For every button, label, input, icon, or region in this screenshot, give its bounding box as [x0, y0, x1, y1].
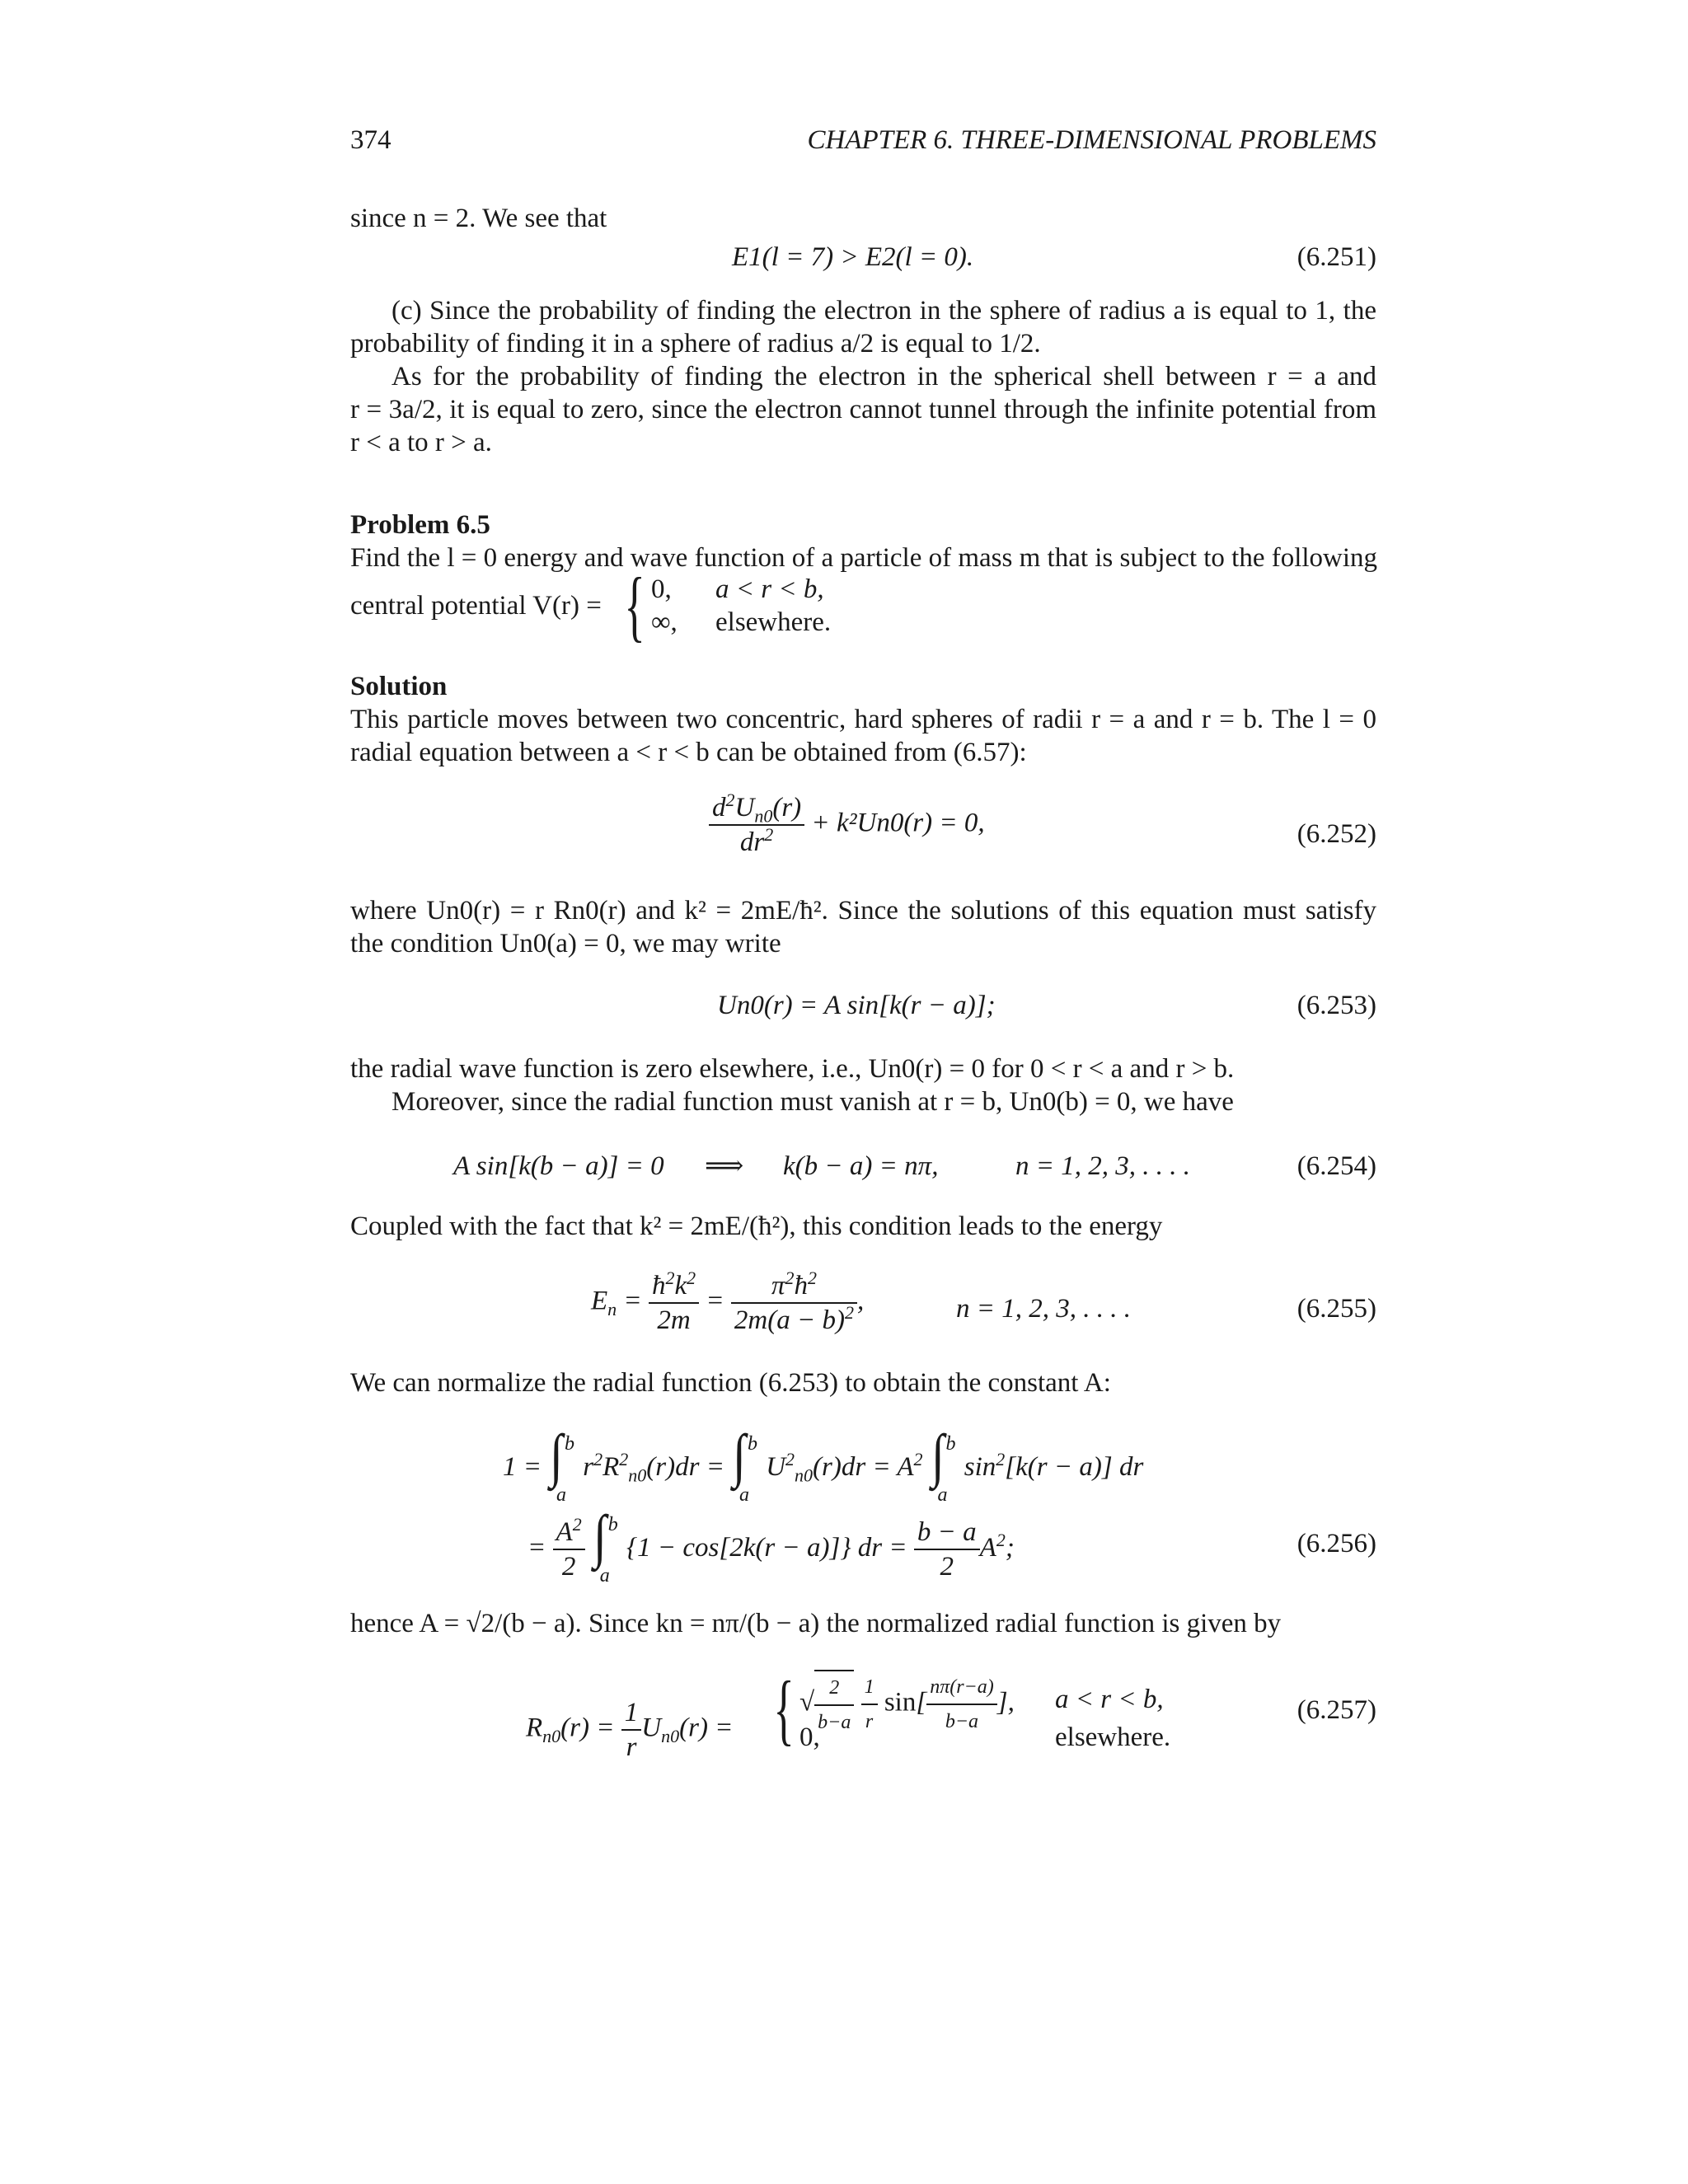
paragraph-line: where Un0(r) = r Rn0(r) and k² = 2mE/ħ². Since the solutions of this equation must satisfy	[350, 896, 1376, 926]
paragraph-line: Coupled with the fact that k² = 2mE/(ħ²), this condition leads to the energy	[350, 1212, 1163, 1241]
fraction: $\frac{d^2U_{n0}(r)}{dr^2}$	[709, 791, 804, 859]
fraction: $\frac{2}{b-a}$	[814, 1670, 854, 1739]
paragraph-line: radial equation between a < r < b can be obtained from (6.57):	[350, 738, 1027, 767]
equation-tail: + k²Un0(r) = 0,	[811, 808, 985, 838]
potential-case-condition: elsewhere.	[715, 607, 832, 637]
solution-heading: Solution	[350, 672, 448, 701]
potential-case-condition: a < r < b,	[715, 574, 824, 604]
problem-heading: Problem 6.5	[350, 510, 490, 540]
equation-6-253: Un0(r) = A sin[k(r − a)];	[717, 991, 996, 1020]
problem-statement: Find the l = 0 energy and wave function of a particle of mass m that is subject to the following	[350, 543, 1378, 573]
left-brace: {	[624, 561, 645, 649]
equation-number: (6.252)	[1296, 819, 1376, 849]
paragraph-line: r < a to r > a.	[350, 428, 492, 457]
running-title: CHAPTER 6. THREE-DIMENSIONAL PROBLEMS	[807, 125, 1376, 155]
case-zero: 0,	[799, 1722, 820, 1752]
potential-case-value: ∞,	[651, 607, 678, 637]
left-brace: {	[773, 1665, 795, 1753]
paragraph-line: Moreover, since the radial function must vanish at r = b, Un0(b) = 0, we have	[392, 1087, 1234, 1117]
potential-definition	[350, 561, 1092, 649]
paragraph-line: This particle moves between two concentric, hard spheres of radii r = a and r = b. The l = 0	[350, 705, 1376, 734]
potential-case-value: 0,	[651, 574, 672, 604]
equation-6-254-rhs: n = 1, 2, 3, . . . .	[1015, 1151, 1191, 1181]
equation-6-252	[709, 791, 985, 859]
fraction: $\frac{ħ^2k^2}{2m}$	[649, 1269, 699, 1337]
fraction: $\frac{A^2}{2}$	[553, 1516, 585, 1583]
paragraph-line: probability of finding it in a sphere of radius a/2 is equal to 1/2.	[350, 329, 1041, 359]
equation-6-256-line1: 1 = ∫ b a $r^2R^2_{n0}(r)dr$ = ∫ b a $U^2_{n0}(r)dr = A^2$ ∫ b a $\sin^2[k(r - a)]$ dr	[503, 1422, 1144, 1507]
equation-number: (6.253)	[1296, 991, 1376, 1020]
paragraph-line: r = 3a/2, it is equal to zero, since the electron cannot tunnel through the infinite potential from	[350, 395, 1376, 424]
case-condition: a < r < b,	[1055, 1685, 1164, 1714]
fraction: $\frac{\pi^2ħ^2}{2m(a - b)^2}$	[731, 1269, 857, 1337]
fraction: $\frac{n\pi(r-a)}{b-a}$	[926, 1671, 997, 1738]
equation-6-255: $E_n$ = $\frac{ħ^2k^2}{2m}$ = $\frac{\pi^2ħ^2}{2m(a - b)^2}$ ,	[591, 1268, 865, 1335]
page-number: 374	[350, 125, 392, 155]
equation-number: (6.256)	[1296, 1529, 1376, 1558]
equation-number: (6.255)	[1296, 1294, 1376, 1324]
equation-6-254-mid: k(b − a) = nπ,	[783, 1151, 939, 1181]
fraction: $\frac{1}{r}$	[621, 1696, 642, 1764]
equation-6-251: E1(l = 7) > E2(l = 0).	[732, 242, 974, 272]
equation-6-254-lhs: A sin[k(b − a)] = 0	[453, 1151, 664, 1181]
equation-number: (6.254)	[1296, 1151, 1376, 1181]
case-condition: elsewhere.	[1055, 1722, 1171, 1752]
paragraph-line: the condition Un0(a) = 0, we may write	[350, 929, 781, 958]
equation-6-257: $R_{n0}(r)$ = $\frac{1}{r}$ $U_{n0}(r)$ = { √ $\frac{2}{b-a}$ $\frac{1}{r}$ sin[ $\frac{n\pi(r-a)}{b-a}$ ], 0, a < r < b, elsewhere.	[526, 1665, 1171, 1762]
equation-number: (6.257)	[1296, 1695, 1376, 1725]
paragraph-line: As for the probability of finding the electron in the spherical shell between r = a and	[392, 362, 1376, 391]
paragraph-line: hence A = √2/(b − a). Since kn = nπ/(b − a) the normalized radial function is given by	[350, 1609, 1282, 1638]
implies-arrow: ⟹	[705, 1151, 744, 1181]
fraction: $\frac{1}{r}$	[861, 1671, 878, 1738]
fraction: $\frac{b - a}{2}$	[914, 1516, 980, 1583]
equation-6-256-line2: = $\frac{A^2}{2}$ ∫ b a {1 − cos[2k(r − a)]} dr = $\frac{b - a}{2}$ $A^2$;	[528, 1503, 1015, 1587]
paragraph-line: since n = 2. We see that	[350, 204, 607, 233]
equation-number: (6.251)	[1296, 242, 1376, 272]
paragraph-line: We can normalize the radial function (6.253) to obtain the constant A:	[350, 1368, 1111, 1398]
paragraph-line: (c) Since the probability of finding the electron in the sphere of radius a is equal to 1, the	[392, 296, 1376, 326]
paragraph-line: the radial wave function is zero elsewhere, i.e., Un0(r) = 0 for 0 < r < a and r > b.	[350, 1054, 1235, 1084]
equation-6-255-range: n = 1, 2, 3, . . . .	[956, 1294, 1132, 1324]
potential-lead: central potential V(r) =	[350, 591, 602, 621]
